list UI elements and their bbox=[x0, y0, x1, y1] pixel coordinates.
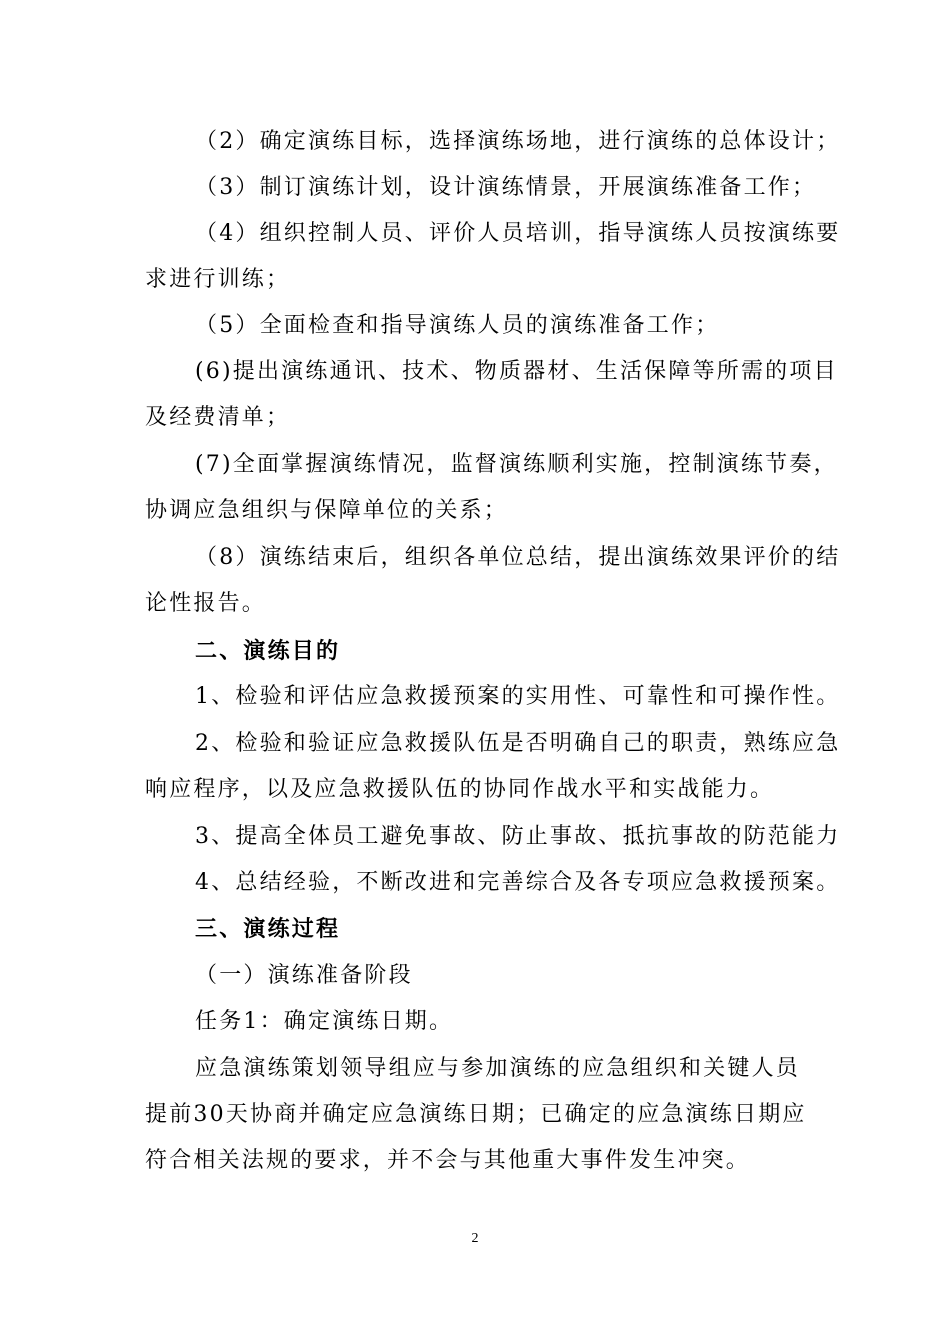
text-line-22: 提前30天协商并确定应急演练日期；已确定的应急演练日期应 bbox=[145, 1102, 807, 1127]
text-line-15: 响应程序，以及应急救援队伍的协同作战水平和实战能力。 bbox=[145, 777, 775, 802]
text-line-3: （4）组织控制人员、评价人员培训，指导演练人员按演练要 bbox=[195, 221, 841, 246]
text-line-13: 1、检验和评估应急救援预案的实用性、可靠性和可操作性。 bbox=[195, 684, 841, 709]
section-heading-3: 三、演练过程 bbox=[195, 916, 341, 942]
text-line-5: （5）全面检查和指导演练人员的演练准备工作； bbox=[195, 313, 720, 338]
text-line-1: （2）确定演练目标，选择演练场地，进行演练的总体设计； bbox=[195, 129, 841, 154]
text-line-23: 符合相关法规的要求，并不会与其他重大事件发生冲突。 bbox=[145, 1148, 751, 1173]
text-line-4: 求进行训练； bbox=[145, 267, 291, 292]
text-line-6: (6)提出演练通讯、技术、物质器材、生活保障等所需的项目 bbox=[195, 359, 838, 384]
text-line-14: 2、检验和验证应急救援队伍是否明确自己的职责，熟练应急 bbox=[195, 731, 841, 756]
text-line-11: 论性报告。 bbox=[145, 591, 267, 616]
text-line-2: （3）制订演练计划，设计演练情景，开展演练准备工作； bbox=[195, 175, 817, 200]
text-line-21: 应急演练策划领导组应与参加演练的应急组织和关键人员 bbox=[195, 1056, 801, 1081]
task-heading: 任务1：确定演练日期。 bbox=[195, 1009, 454, 1034]
text-line-10: （8）演练结束后，组织各单位总结，提出演练效果评价的结 bbox=[195, 545, 841, 570]
text-line-7: 及经费清单； bbox=[145, 405, 291, 430]
text-line-16: 3、提高全体员工避免事故、防止事故、抵抗事故的防范能力 bbox=[195, 824, 841, 849]
page-number: 2 bbox=[471, 1231, 479, 1246]
text-line-17: 4、总结经验，不断改进和完善综合及各专项应急救援预案。 bbox=[195, 870, 841, 895]
text-line-8: (7)全面掌握演练情况，监督演练顺利实施，控制演练节奏， bbox=[195, 452, 838, 477]
subsection-heading: （一）演练准备阶段 bbox=[195, 963, 413, 988]
section-heading-2: 二、演练目的 bbox=[195, 638, 341, 664]
text-line-9: 协调应急组织与保障单位的关系； bbox=[145, 498, 509, 523]
